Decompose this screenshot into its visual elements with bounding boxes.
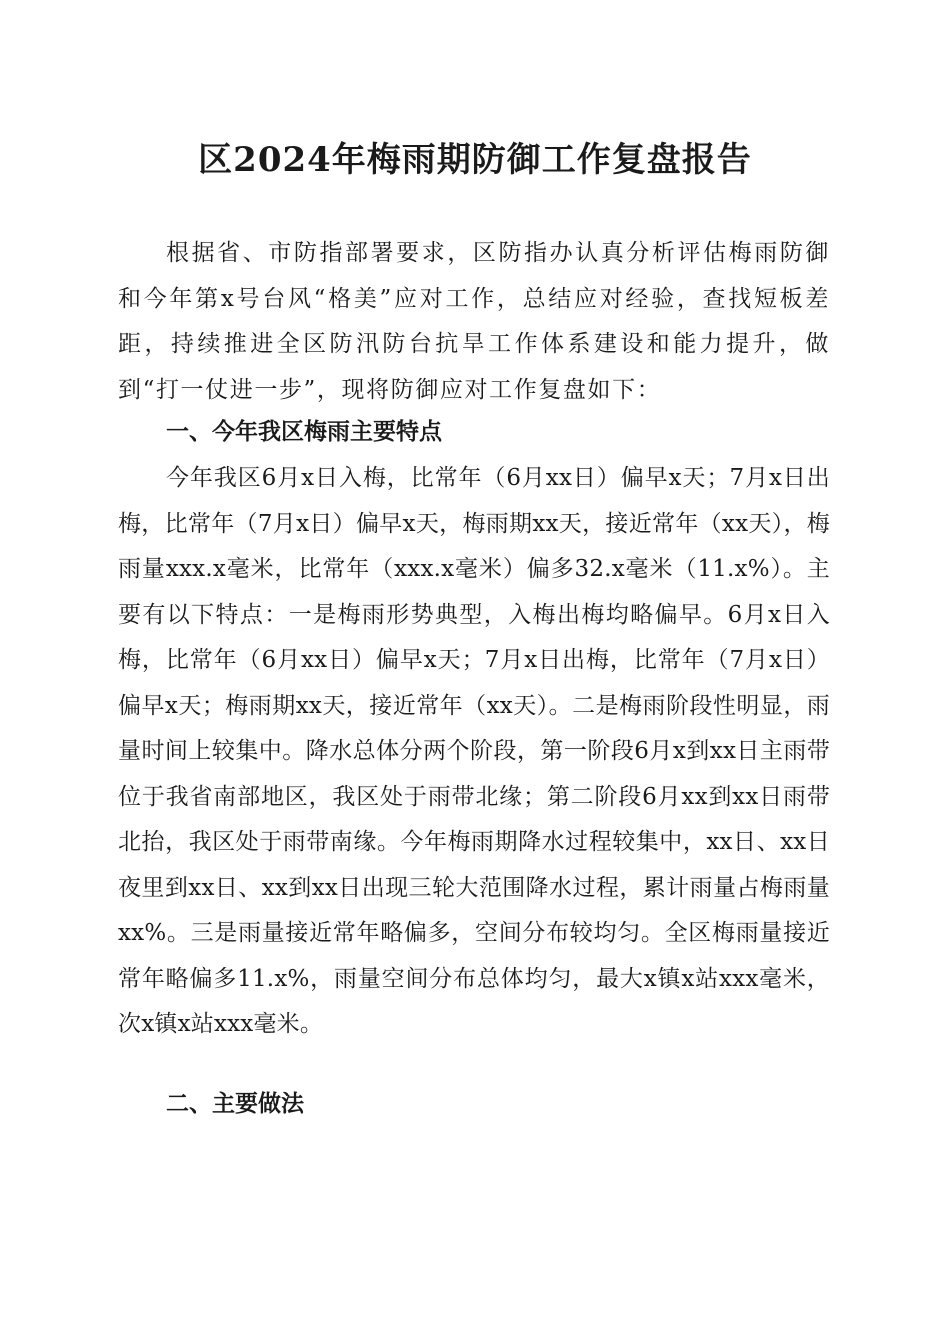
section-heading-1: 一、今年我区梅雨主要特点 — [166, 419, 442, 445]
section-heading-2: 二、主要做法 — [166, 1091, 304, 1117]
document-title: 区2024年梅雨期防御工作复盘报告 — [198, 140, 752, 180]
section-1-paragraph: 今年我区6月x日入梅，比常年（6月xx日）偏早x天；7月x日出梅，比常年（7月x日）偏早x天，梅雨期xx天，接近常年（xx天），梅雨量xxx.x毫米，比常年（xxx.x毫米）偏多32.x毫米（11.x%）。主要有以下特点：一是梅雨形势典型，入梅出梅均略偏早。6月x日入梅，比常年（6月xx日）偏早x天；7月x日出梅，比常年（7月x日）偏早x天；梅雨期xx天，接近常年（xx天）。二是梅雨阶段性明显，雨量时间上较集中。降水总体分两个阶段，第一阶段6月x到xx日主雨带位于我省南部地区，我区处于雨带北缘；第二阶段6月xx到xx日雨带北抬，我区处于雨带南缘。今年梅雨期降水过程较集中，xx日、xx日夜里到xx日、xx到xx日出现三轮大范围降水过程，累计雨量占梅雨量xx%。三是雨量接近常年略偏多，空间分布较均匀。全区梅雨量接近常年略偏多11.x%，雨量空间分布总体均匀，最大x镇x站xxx毫米，次x镇x站xxx毫米。 — [118, 465, 830, 1037]
intro-paragraph: 根据省、市防指部署要求，区防指办认真分析评估梅雨防御和今年第x号台风“格美”应对工作，总结应对经验，查找短板差距，持续推进全区防汛防台抗旱工作体系建设和能力提升，做到“打一仗进一步”，现将防御应对工作复盘如下： — [118, 240, 830, 403]
